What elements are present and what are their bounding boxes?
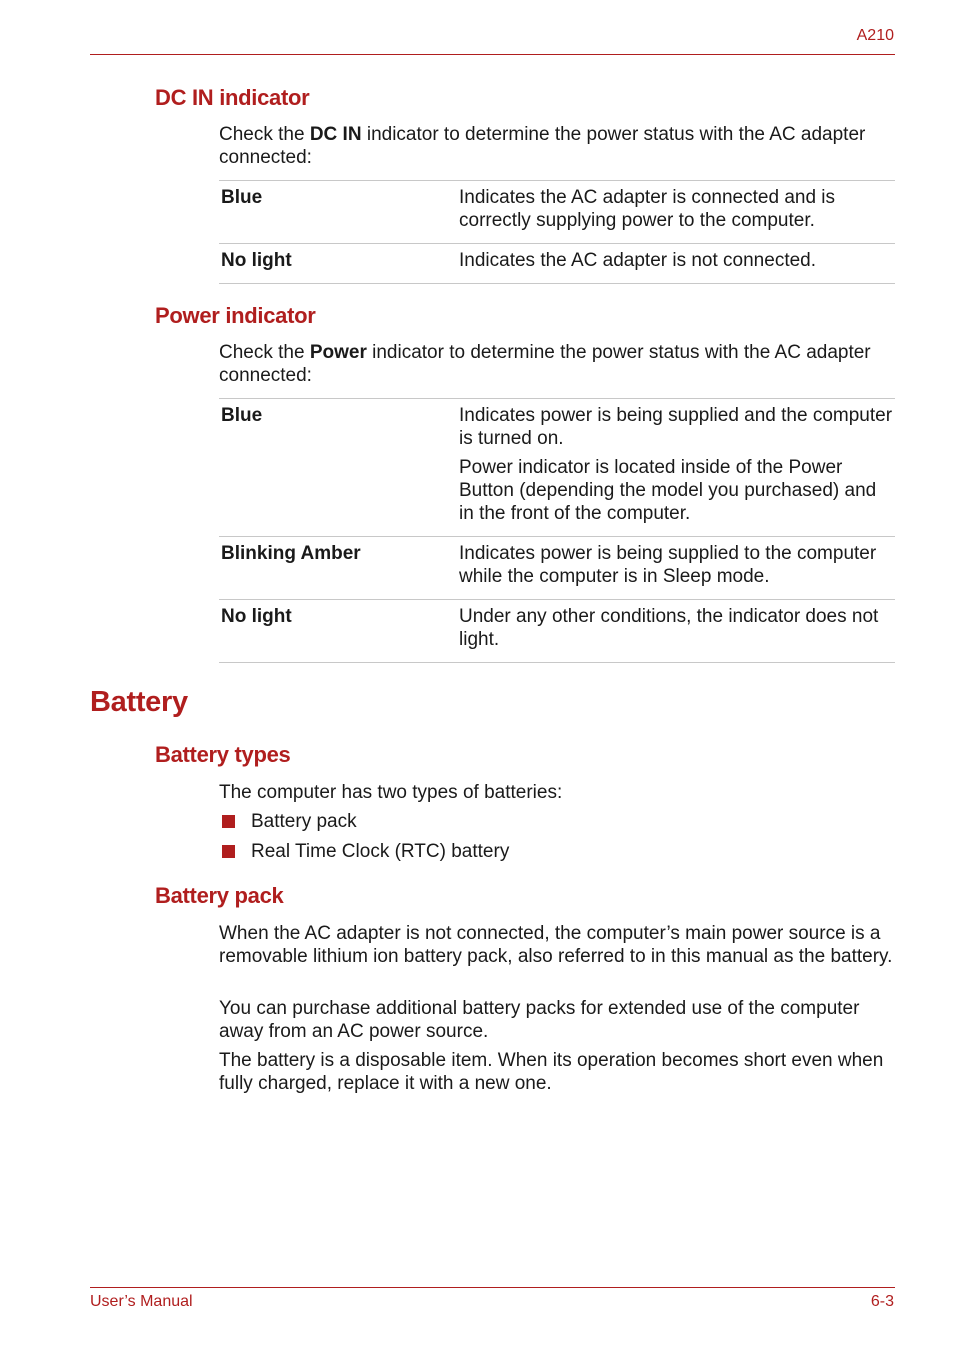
indicator-state: Blinking Amber bbox=[219, 537, 457, 600]
footer-rule bbox=[90, 1287, 895, 1288]
battery-pack-paragraph: The battery is a disposable item. When its operation becomes short even when fully charged, replace it with a new one. bbox=[219, 1050, 884, 1094]
indicator-description: Under any other conditions, the indicator does not light. bbox=[457, 600, 895, 663]
header-rule bbox=[90, 54, 895, 55]
table-row bbox=[219, 181, 895, 244]
table-row bbox=[219, 537, 895, 600]
header-model-label: A210 bbox=[856, 27, 894, 44]
indicator-description: Indicates the AC adapter is connected and is correctly supplying power to the computer. bbox=[457, 181, 895, 244]
battery-types-intro: The computer has two types of batteries: bbox=[219, 782, 563, 803]
battery-pack-paragraph: You can purchase additional battery packs for extended use of the computer away from an AC power source. bbox=[219, 998, 860, 1042]
indicator-state: Blue bbox=[219, 181, 457, 244]
bullet-square-icon bbox=[222, 815, 235, 828]
dc-in-intro: Check the DC IN indicator to determine the power status with the AC adapter connected: bbox=[219, 124, 866, 168]
indicator-description: Indicates power is being supplied to the computer while the computer is in Sleep mode. bbox=[457, 537, 895, 600]
list-item: Real Time Clock (RTC) battery bbox=[219, 840, 509, 870]
table-row bbox=[219, 399, 895, 537]
dc-in-heading: DC IN indicator bbox=[155, 85, 310, 110]
dc-in-table bbox=[219, 180, 895, 284]
battery-pack-heading: Battery pack bbox=[155, 883, 284, 908]
power-table bbox=[219, 398, 895, 663]
bullet-square-icon bbox=[222, 845, 235, 858]
indicator-state: Blue bbox=[219, 399, 457, 537]
battery-types-list bbox=[219, 810, 509, 870]
indicator-description: Indicates the AC adapter is not connected. bbox=[457, 244, 895, 284]
battery-heading: Battery bbox=[90, 686, 188, 718]
table-row bbox=[219, 600, 895, 663]
battery-types-heading: Battery types bbox=[155, 742, 291, 767]
table-row bbox=[219, 244, 895, 284]
indicator-state: No light bbox=[219, 600, 457, 663]
power-heading: Power indicator bbox=[155, 303, 316, 328]
list-item: Battery pack bbox=[219, 810, 509, 840]
footer-manual-title: User’s Manual bbox=[90, 1293, 193, 1310]
power-intro: Check the Power indicator to determine the power status with the AC adapter connected: bbox=[219, 342, 871, 386]
battery-pack-paragraph: When the AC adapter is not connected, the computer’s main power source is a removable lithium ion battery pack, also referred to in this manual as the battery. bbox=[219, 923, 893, 967]
footer-page-number: 6-3 bbox=[870, 1293, 894, 1310]
indicator-state: No light bbox=[219, 244, 457, 284]
indicator-description: Indicates power is being supplied and the computer is turned on. Power indicator is located inside of the Power Button (depending the model you purchased) and in the front of the computer. bbox=[457, 399, 895, 537]
